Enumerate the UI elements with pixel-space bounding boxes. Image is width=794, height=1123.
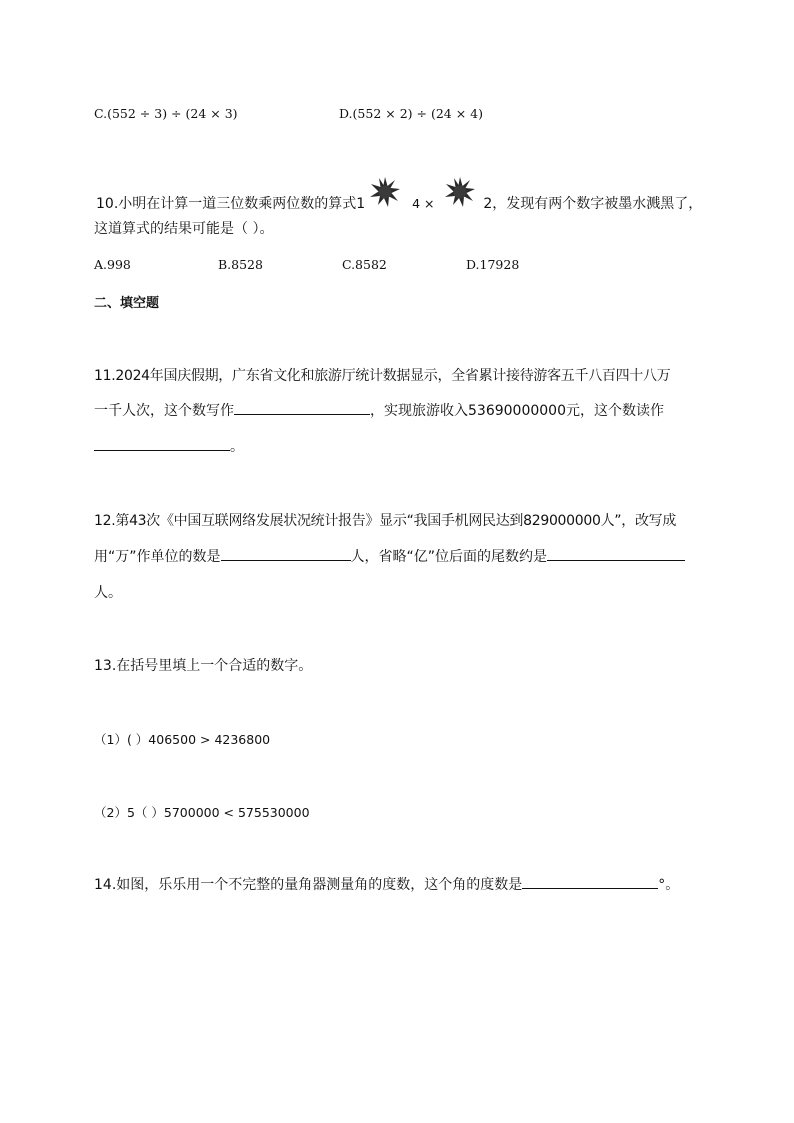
q12-line2 [94,546,685,566]
q13-item2: （2）5（ ）5700000 < 575530000 [94,805,310,820]
q14-line [94,874,679,894]
ink-splash-icon [370,177,400,207]
q11-line3-end: 。 [230,439,244,455]
q10-text-part1: 10.小明在计算一道三位数乘两位数的算式1 [96,196,366,212]
q11-line2-text-a: 一千人次，这个数写作 [94,403,234,419]
q9-options-row [94,106,483,121]
q10-options-row [94,257,519,272]
q11-line3 [94,436,244,456]
q14-text: 14.如图，乐乐用一个不完整的量角器测量角的度数，这个角的度数是 [94,877,523,893]
q10-line2: 这道算式的结果可能是（ ）。 [94,221,274,237]
q12-line2-text-b: 人，省略“亿”位后面的尾数约是 [350,549,548,565]
q11-line1: 11.2024年国庆假期，广东省文化和旅游厅统计数据显示，全省累计接待游客五千八百四十八万 [94,368,671,384]
q11-answer-blank-2[interactable] [94,436,230,451]
q10-option-a: A.998 [94,257,131,272]
q12-line2-text-a: 用“万”作单位的数是 [94,549,221,565]
q12-line1: 12.第43次《中国互联网络发展状况统计报告》显示“我国手机网民达到829000000人”，改写成 [94,513,677,529]
q10-option-c: C.8582 [341,257,387,272]
q12-answer-blank-1[interactable] [221,546,351,561]
q11-line2 [94,400,664,420]
q14-end: °。 [658,877,680,893]
q11-answer-blank-1[interactable] [234,400,370,415]
q10-option-b: B.8528 [217,257,263,272]
ink-splash-icon [445,177,475,207]
q14-answer-blank[interactable] [522,874,658,889]
q9-option-c: C.(552 ÷ 3) ÷ (24 × 3) [94,106,238,121]
q11-line2-text-b: ，实现旅游收入53690000000元，这个数读作 [370,403,664,419]
q9-option-d: D.(552 × 2) ÷ (24 × 4) [338,106,483,121]
q10-text-part2: 4 × [412,196,435,211]
q10-option-d: D.17928 [465,257,520,272]
q13-stem: 13.在括号里填上一个合适的数字。 [94,658,313,674]
q10-text-part3: 2，发现有两个数字被墨水溅黑了， [483,196,703,212]
section-title: 二、填空题 [94,296,160,311]
q12-answer-blank-2[interactable] [547,546,685,561]
q13-item1: （1）( ）406500 > 4236800 [94,732,271,747]
q10-line1 [96,189,702,219]
q12-line3: 人。 [94,585,122,601]
